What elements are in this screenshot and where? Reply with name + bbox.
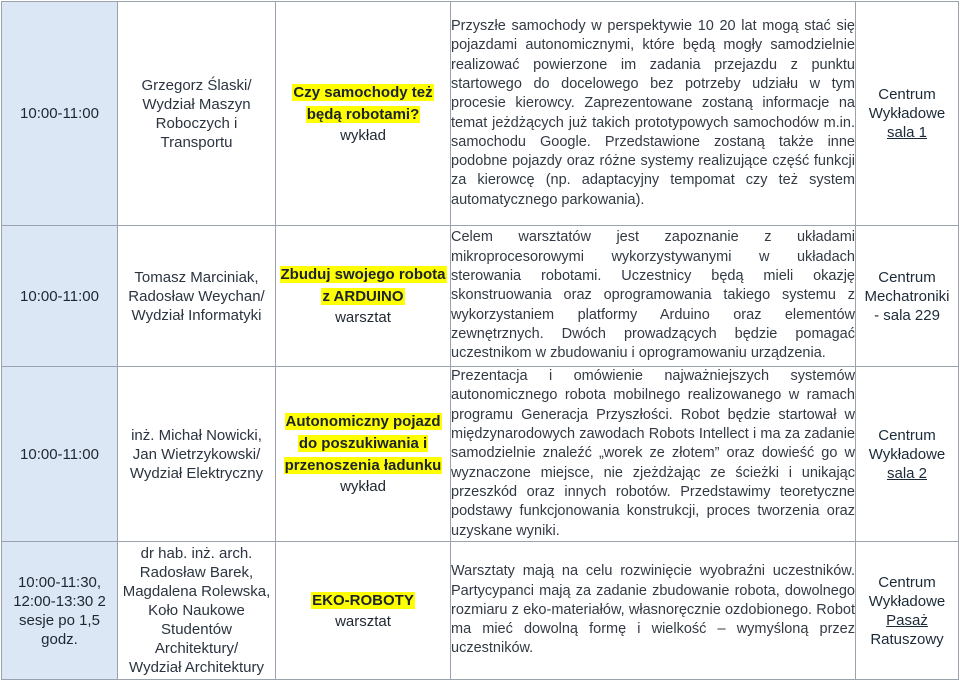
- time-text: 10:00-11:00: [20, 105, 99, 122]
- speaker-cell: [118, 542, 276, 680]
- location-line: Wykładowe: [868, 105, 946, 122]
- topic-cell: [276, 226, 451, 367]
- topic-cell: [276, 542, 451, 680]
- schedule-table: [1, 1, 959, 680]
- location-line: Mechatroniki: [864, 287, 950, 305]
- topic-title: z ARDUINO: [322, 288, 404, 305]
- speaker-line: dr hab. inż. arch.: [140, 545, 253, 562]
- speaker-cell: [118, 2, 276, 226]
- speaker-cell: [118, 367, 276, 542]
- speaker-line: Wydział Informatyki: [131, 306, 262, 324]
- speaker-line: Tomasz Marciniak,: [134, 268, 259, 286]
- description-cell: [451, 2, 856, 226]
- location-line: Centrum: [878, 573, 936, 591]
- topic-cell: [276, 2, 451, 226]
- description-cell: [451, 226, 856, 367]
- location-line: sala 1: [886, 124, 928, 141]
- location-cell: [856, 542, 959, 680]
- speaker-line: Transportu: [160, 133, 233, 151]
- description-cell: [451, 542, 856, 680]
- speaker-line: Roboczych i: [155, 114, 238, 132]
- speaker-line: inż. Michał Nowicki,: [131, 426, 262, 444]
- location-line: Wykładowe: [868, 445, 946, 463]
- speaker-line: Jan Wietrzykowski/: [132, 445, 261, 463]
- speaker-line: Radosław Weychan/: [128, 287, 265, 305]
- speaker-line: Wydział Elektryczny: [129, 464, 264, 482]
- table-row: [2, 226, 959, 367]
- location-line: - sala 229: [874, 306, 940, 324]
- speaker-cell: [118, 226, 276, 367]
- speaker-line: Wydział Architektury: [129, 659, 264, 676]
- description-text: Prezentacja i omówienie najważniejszych systemów autonomicznego robota mobilnego realizowanego w ramach programu Generacja Przyszłości. Robot będzie startował w międzynarodowych zawodach Robots Intellect i ma za zadanie samodzielnie znaleźć „worek ze złotem” oraz dowieść go w wyznaczone miejsce, nie zjeżdżając ze ścieżki i unikając przeszkód oraz innych robotów. Przedstawimy teoretyczne podstawy funkcjonowania konstrukcji, proces tworzenia oraz uzyskane wyniki.: [451, 368, 855, 539]
- time-text: 10:00-11:00: [20, 287, 99, 305]
- speaker-line: Radosław Barek,: [139, 564, 254, 581]
- time-cell: [2, 2, 118, 226]
- speaker-line: Magdalena Rolewska,: [122, 583, 271, 600]
- session-type: wykład: [340, 126, 386, 144]
- location-line: Centrum: [878, 86, 936, 103]
- time-cell: [2, 226, 118, 367]
- speaker-line: Grzegorz Ślaski/: [141, 76, 252, 94]
- location-line: Pasaż: [886, 611, 928, 629]
- description-text: Celem warsztatów jest zapoznanie z układami mikroprocesorowymi wykorzystywanymi w układach sterowania robotami. Uczestnicy będą mieli okazję skonstruowania oraz oprogramowania takiego systemu z wykorzystaniem platformy Arduino oraz elementów zewnętrznych. Dwóch prowadzących będzie pomagać uczestnikom w zbudowaniu i oprogramowaniu urządzenia.: [451, 229, 855, 362]
- table-row: [2, 367, 959, 542]
- time-cell: [2, 542, 118, 680]
- time-cell: [2, 367, 118, 542]
- speaker-line: Architektury/: [154, 640, 239, 657]
- topic-title: Autonomiczny pojazd: [285, 413, 441, 430]
- location-line: Wykładowe: [868, 592, 946, 610]
- location-line: Centrum: [878, 268, 936, 286]
- session-type: wykład: [340, 478, 386, 495]
- location-cell: [856, 226, 959, 367]
- table-row: [2, 542, 959, 680]
- location-line: Centrum: [878, 426, 936, 444]
- topic-title: przenoszenia ładunku: [284, 457, 442, 474]
- topic-title: będą robotami?: [306, 105, 420, 123]
- speaker-line: Wydział Maszyn: [142, 95, 251, 113]
- time-text: 10:00-11:30, 12:00-13:30 2 sesje po 1,5 godz.: [13, 573, 106, 648]
- topic-title: Zbuduj swojego robota: [280, 266, 446, 283]
- topic-cell: [276, 367, 451, 542]
- session-type: warsztat: [335, 309, 391, 326]
- speaker-line: Studentów: [161, 621, 232, 638]
- topic-title: do poszukiwania i: [298, 435, 428, 452]
- table-row: [2, 2, 959, 226]
- time-text: 10:00-11:00: [20, 445, 99, 463]
- description-text: Warsztaty mają na celu rozwinięcie wyobraźni uczestników. Partycypanci mają za zadanie zbudowanie robota, dowolnego rozmiaru z eko-materiałów, własnoręcznie ozdobionego. Robot ma mieć dowolną formę i wielkość – wymyśloną przez uczestników.: [451, 563, 855, 657]
- location-line: sala 2: [886, 464, 928, 482]
- description-text: Przyszłe samochody w perspektywie 10 20 lat mogą stać się pojazdami autonomicznymi, które będą mogły samodzielnie realizować powierzone im zadania przejazdu z punktu startowego do docelowego bez potrzeby udziału w tym procesie kierowcy. Zaprezentowane zostaną informacje na temat jeżdżących już takich prototypowych samochodów m.in. samochodu Google. Przedstawione zostaną także inne podobne pojazdy oraz różne systemy realizujące część funkcji za kierowcę (np. adaptacyjny tempomat czy też system automatycznego parkowania).: [451, 18, 855, 208]
- speaker-line: Koło Naukowe: [148, 602, 245, 619]
- session-type: warsztat: [335, 612, 391, 630]
- topic-title: Czy samochody też: [293, 83, 433, 101]
- location-line: Ratuszowy: [870, 630, 944, 648]
- location-cell: [856, 367, 959, 542]
- location-cell: [856, 2, 959, 226]
- topic-title: EKO-ROBOTY: [312, 591, 414, 609]
- description-cell: [451, 367, 856, 542]
